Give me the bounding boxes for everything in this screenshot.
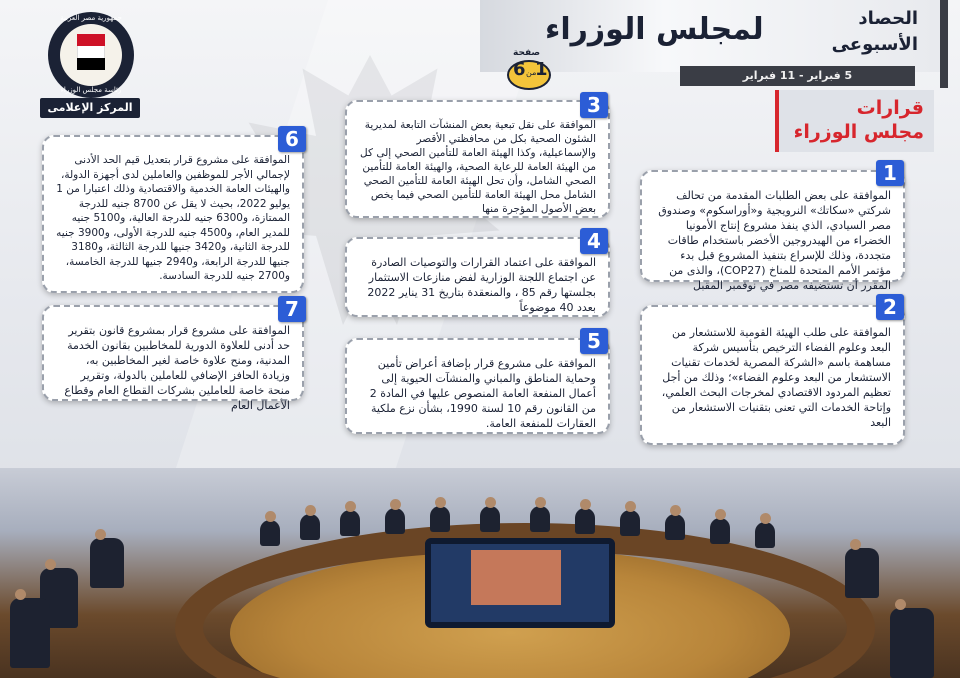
card-text: الموافقة على اعتماد القرارات والتوصيات الصادرة عن اجتماع اللجنة الوزارية لفض منازعات الاستثمار بجلستها رقم 85 ، والمنعقدة بتاريخ 31 يناير 2022 بعدد 40 موضوعاً: [367, 256, 596, 314]
center-screen: [425, 538, 615, 628]
card-text: الموافقة على نقل تبعية بعض المنشآت التابعة لمديرية الشئون الصحية بكل من محافظتي الأقصر والإسماعيلية، وكذا الهيئة العامة للتأمين الصحي إلى كل من الهيئة العامة للرعاية الصحية، والهيئة العامة للتأمين الصحي الشامل، وأن تحل الهيئة العامة للتأمين الصحي الشامل محل الهيئة العامة للتأمين الصحي فيما يخص بعض الأصول المؤجرة منها: [360, 119, 596, 215]
decision-card-4: [345, 237, 610, 317]
section-title-line-2: مجلس الوزراء: [793, 121, 924, 143]
attendee: [300, 514, 320, 540]
logo-ring-top-text: جمهورية مصر العربية: [60, 14, 122, 22]
section-title: [794, 96, 924, 144]
page-indicator: [505, 48, 553, 90]
egypt-flag-icon: [77, 34, 105, 72]
decision-card-7: [42, 305, 304, 412]
decision-card-6: [42, 135, 304, 293]
attendee: [260, 520, 280, 546]
section-title-line-1: قرارات: [856, 97, 924, 119]
header-stripe: [940, 0, 948, 88]
card-text: الموافقة على طلب الهيئة القومية للاستشعار من البعد وعلوم الفضاء الترخيص بتأسيس شركة مساهمة باسم «الشركة المصرية لخدمات تقنيات الاستشعار من البعد وعلوم الفضاء»؛ وذلك من أجل تعظيم المردود الاقتصادي لمخرجات البحث العلمي، وإتاحة الخدمات التي تعنى بتقنيات الاستشعار من البعد: [661, 326, 891, 429]
page-total: 6: [513, 59, 526, 80]
logo-ring-bottom-text: رئاسة مجلس الوزراء: [60, 86, 122, 94]
page-label: صفحة: [513, 48, 541, 58]
logo-banner: المركز الإعلامى: [40, 98, 140, 118]
title-line-2: الأسبوعى: [831, 34, 918, 55]
decision-card-1: [640, 170, 905, 292]
attendee: [755, 522, 775, 548]
card-number-badge: 1: [876, 160, 904, 186]
card-number-badge: 2: [876, 294, 904, 320]
card-text: الموافقة على بعض الطلبات المقدمة من تحالف شركتي «سكاتك» النرويجية و«أوراسكوم» وصندوق مصر السيادي، الذي ينفذ مشروع إنتاج الأمونيا الخضراء من الهيدروجين الأخضر باستخدام طاقات متجددة، وذلك للإسراع بتنفيذ المشروع قبل بدء مؤتمر الأمم المتحدة للمناخ (COP27)، والذى من المقرر أن تستضيفه مصر في نوفمبر المقبل: [658, 189, 891, 292]
attendee: [480, 506, 500, 532]
page-of: من: [526, 68, 537, 77]
attendee: [890, 608, 934, 678]
card-number-badge: 4: [580, 228, 608, 254]
card-text: الموافقة على مشروع قرار بإضافة أعراض تأمين وحماية المناطق والمباني والمنشآت الحيوية إلى أعمال المنفعة العامة المنصوص عليها في المادة 2 من القانون رقم 10 لسنة 1990، بشأن نزع ملكية العقارات للمنفعة العامة.: [369, 357, 596, 430]
card-number-badge: 7: [278, 296, 306, 322]
decision-card-2: [640, 305, 905, 445]
attendee: [430, 506, 450, 532]
attendee: [90, 538, 124, 588]
section-heading: [775, 90, 934, 152]
page-title: لمجلس الوزراء: [545, 12, 764, 47]
media-center-logo: [40, 12, 140, 122]
attendee: [710, 518, 730, 544]
attendee: [530, 506, 550, 532]
weekly-harvest-title: [800, 6, 918, 58]
card-number-badge: 6: [278, 126, 306, 152]
date-range: 5 فبراير - 11 فبراير: [680, 66, 915, 86]
attendee: [845, 548, 879, 598]
attendee: [340, 510, 360, 536]
card-text: الموافقة على مشروع قرار بمشروع قانون بتقرير حد أدنى للعلاوة الدورية للمخاطبين بقانون الخدمة المدنية، ومنح علاوة خاصة لغير المخاطبين به، وزيادة الحافز الإضافي للعاملين بالدولة، وتقرير منحة خاصة للعاملين بشركات القطاع العام وقطاع الأعمال العام: [64, 324, 290, 412]
title-line-1: الحصاد: [858, 8, 918, 29]
decision-card-3: [345, 100, 610, 218]
card-text: الموافقة على مشروع قرار بتعديل قيم الحد الأدنى لإجمالي الأجر للموظفين والعاملين لدى أجهزة الدولة، والهيئات العامة الخدمية والاقتصادية وذلك اعتبارا من 1 يوليو 2022، بحيث لا يقل عن 8700 جنيه للدرجة الممتازة، و6300 جنيه للدرجة العالية، و5100 جنيه للمدير العام، و4500 جنيه للدرجة الأولى، و3900 جنيه للدرجة الثانية، و3420 جنيها للدرجة الثالثة، و3180 جنيها للدرجة الرابعة، و2940 جنيها للدرجة الخامسة، و2700 جنيه للدرجة السادسة.: [56, 154, 290, 282]
decision-card-5: [345, 338, 610, 434]
attendee: [10, 598, 50, 668]
cabinet-meeting-photo: [0, 468, 960, 678]
attendee: [665, 514, 685, 540]
card-number-badge: 3: [580, 92, 608, 118]
page-current: 1: [535, 59, 548, 80]
card-number-badge: 5: [580, 328, 608, 354]
attendee: [620, 510, 640, 536]
attendee: [385, 508, 405, 534]
attendee: [575, 508, 595, 534]
